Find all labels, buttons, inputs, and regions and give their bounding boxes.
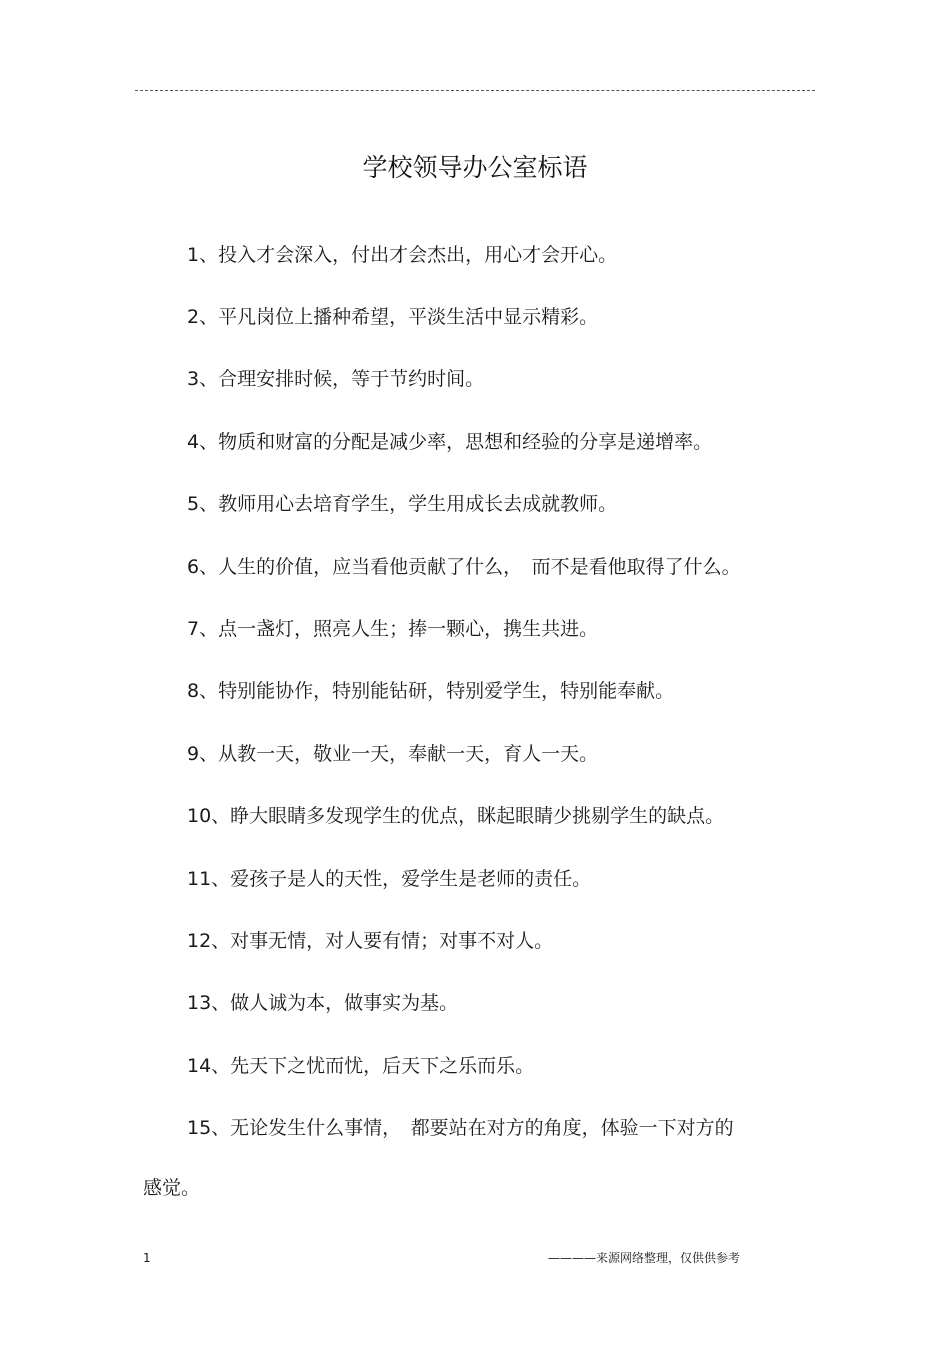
- slogan-item: 12、对事无情，对人要有情；对事不对人。: [187, 930, 554, 952]
- slogan-item: 14、先天下之忧而忧，后天下之乐而乐。: [187, 1055, 535, 1077]
- slogan-item: 8、特别能协作，特别能钻研，特别爱学生，特别能奉献。: [187, 680, 675, 702]
- page-number: 1: [143, 1251, 151, 1265]
- slogan-item: 4、物质和财富的分配是减少率，思想和经验的分享是递增率。: [187, 431, 713, 453]
- slogan-item: 11、爱孩子是人的天性，爱学生是老师的责任。: [187, 868, 592, 890]
- slogan-item: 3、合理安排时候，等于节约时间。: [187, 368, 485, 390]
- slogan-item: 1、投入才会深入，付出才会杰出，用心才会开心。: [187, 244, 618, 266]
- slogan-item: 13、做人诚为本，做事实为基。: [187, 992, 459, 1014]
- slogan-item: 2、平凡岗位上播种希望，平淡生活中显示精彩。: [187, 306, 599, 328]
- slogan-15-line1: 15、无论发生什么事情， 都要站在对方的角度，体验一下对方的: [187, 1117, 734, 1139]
- slogan-item: 7、点一盏灯，照亮人生；捧一颗心，携生共进。: [187, 618, 599, 640]
- slogan-item: 6、人生的价值，应当看他贡献了什么， 而不是看他取得了什么。: [187, 556, 741, 578]
- slogan-item: 5、教师用心去培育学生，学生用成长去成就教师。: [187, 493, 618, 515]
- slogan-item: 9、从教一天，敬业一天，奉献一天，育人一天。: [187, 743, 599, 765]
- document-title: 学校领导办公室标语: [362, 153, 588, 182]
- header-dashed-rule: [135, 90, 815, 91]
- footer-source-note: ————来源网络整理，仅供供参考: [548, 1251, 741, 1265]
- slogan-item-15: [143, 1113, 787, 1199]
- slogan-item: 10、睁大眼睛多发现学生的优点，眯起眼睛少挑剔学生的缺点。: [187, 805, 725, 827]
- slogan-15-line2: 感觉。: [143, 1177, 201, 1199]
